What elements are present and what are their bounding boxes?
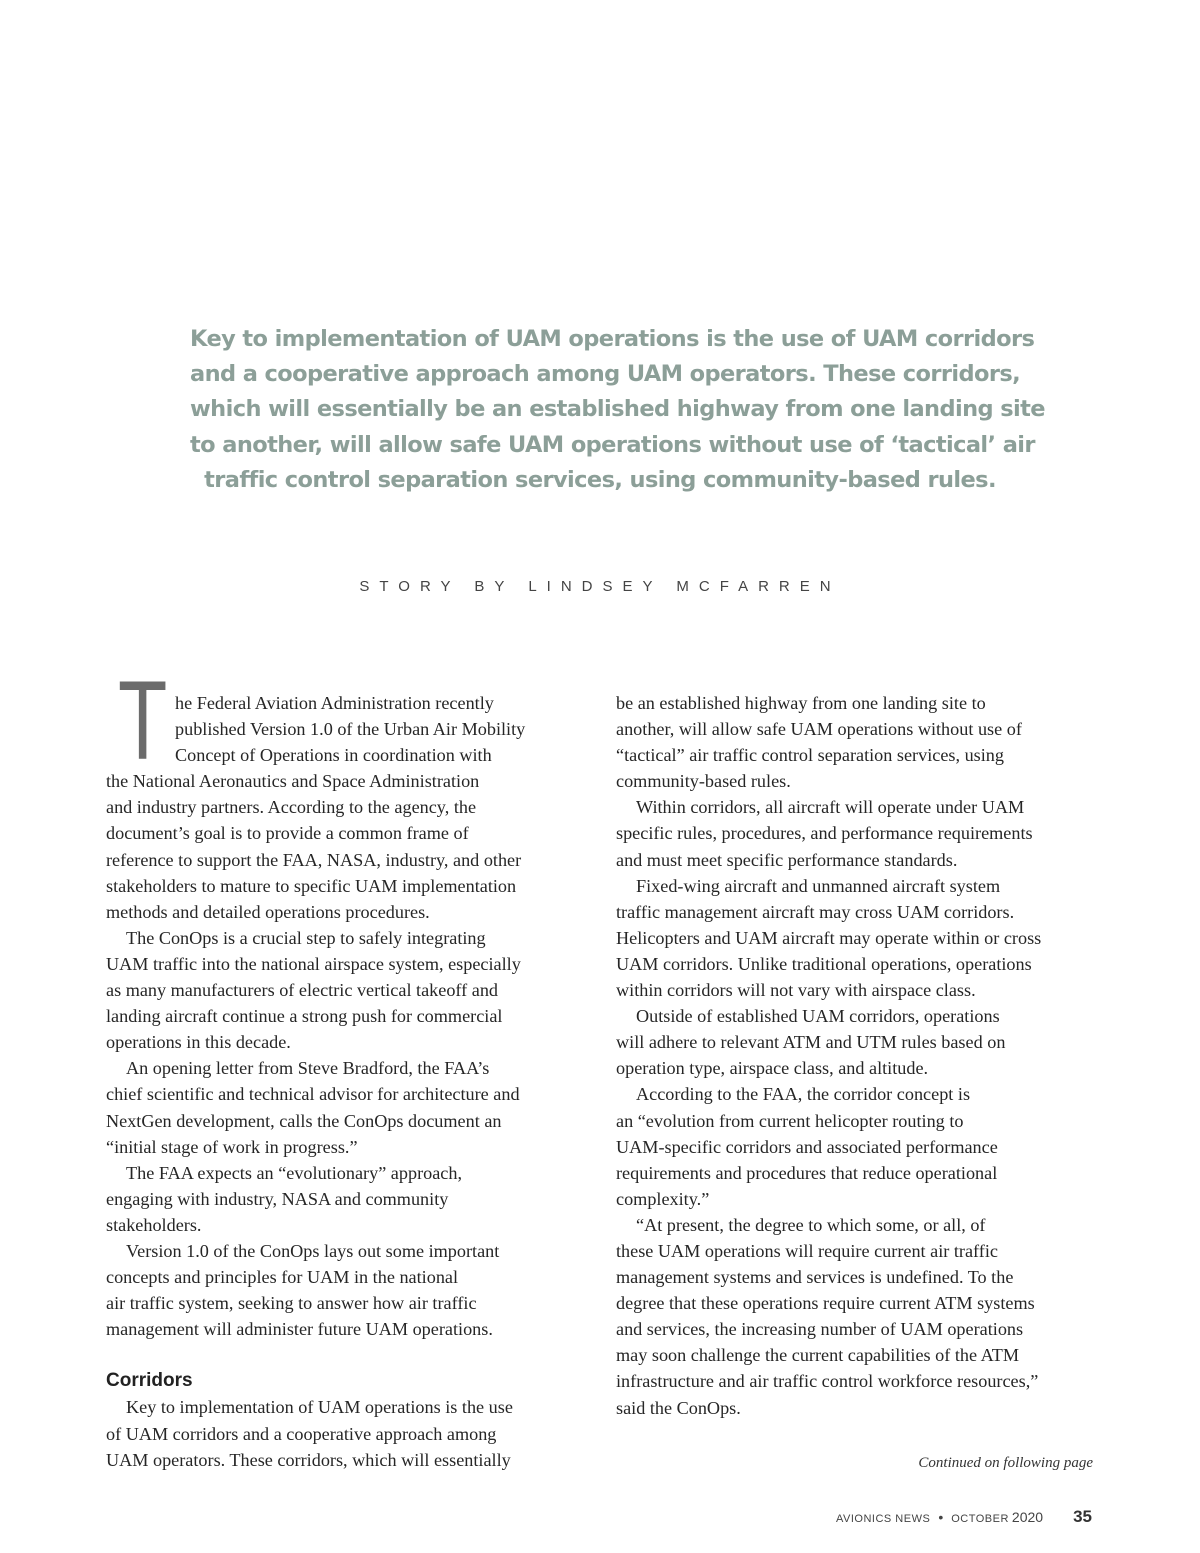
body-line: community-based rules. <box>616 771 791 792</box>
body-line: stakeholders to mature to specific UAM implementation <box>106 875 517 896</box>
body-line: methods and detailed operations procedures. <box>106 901 430 922</box>
body-line: “tactical” air traffic control separation services, using <box>616 745 1004 766</box>
body-line: infrastructure and air traffic control workforce resources,” <box>616 1371 1039 1392</box>
body-line: UAM-specific corridors and associated performance <box>616 1136 998 1157</box>
body-line: and must meet specific performance standards. <box>616 849 958 870</box>
publication-name: AVIONICS NEWS <box>836 1513 931 1525</box>
pull-quote-line: which will essentially be an established highway from one landing site <box>190 396 1045 423</box>
body-line: UAM corridors. Unlike traditional operations, operations <box>616 953 1032 974</box>
body-line: be an established highway from one landing site to <box>616 693 986 713</box>
pull-quote <box>190 322 1045 498</box>
byline: STORY BY LINDSEY MCFARREN <box>359 578 841 595</box>
issue-month: OCTOBER <box>951 1513 1009 1525</box>
body-line: another, will allow safe UAM operations without use of <box>616 719 1022 740</box>
pull-quote-line: and a cooperative approach among UAM operators. These corridors, <box>190 361 1021 388</box>
body-line: concepts and principles for UAM in the national <box>106 1267 459 1288</box>
body-line: management will administer future UAM operations. <box>106 1319 493 1340</box>
body-line: Outside of established UAM corridors, operations <box>636 1006 1000 1027</box>
body-line: Fixed-wing aircraft and unmanned aircraft system <box>636 875 1001 896</box>
body-line: Helicopters and UAM aircraft may operate within or cross <box>616 927 1042 948</box>
body-line: and services, the increasing number of UAM operations <box>616 1319 1024 1340</box>
body-line: UAM operators. These corridors, which will essentially <box>106 1449 511 1470</box>
body-line: within corridors will not vary with airspace class. <box>616 980 976 1001</box>
body-line: will adhere to relevant ATM and UTM rules based on <box>616 1032 1006 1053</box>
body-line: Within corridors, all aircraft will operate under UAM <box>636 797 1025 818</box>
body-line: stakeholders. <box>106 1214 202 1235</box>
drop-cap: T <box>118 658 168 783</box>
body-line: operations in this decade. <box>106 1032 291 1053</box>
body-line: degree that these operations require current ATM systems <box>616 1293 1035 1314</box>
body-line: air traffic system, seeking to answer how air traffic <box>106 1293 477 1314</box>
body-line: According to the FAA, the corridor concept is <box>636 1084 971 1105</box>
body-line: complexity.” <box>616 1188 710 1209</box>
body-line: UAM traffic into the national airspace system, especially <box>106 953 521 974</box>
body-line: said the ConOps. <box>616 1397 741 1418</box>
article-column-left <box>106 690 586 1473</box>
body-line: An opening letter from Steve Bradford, the FAA’s <box>126 1058 490 1079</box>
footer-separator: • <box>938 1509 944 1525</box>
article-column-right <box>616 690 1106 1421</box>
body-line: traffic management aircraft may cross UAM corridors. <box>616 901 1015 922</box>
body-line: NextGen development, calls the ConOps document an <box>106 1110 502 1131</box>
body-line: and industry partners. According to the agency, the <box>106 797 477 818</box>
page-footer <box>836 1507 1092 1527</box>
body-line: reference to support the FAA, NASA, industry, and other <box>106 849 522 870</box>
issue-year: 2020 <box>1011 1509 1044 1525</box>
pull-quote-line: Key to implementation of UAM operations is the use of UAM corridors <box>190 326 1035 352</box>
body-line: document’s goal is to provide a common frame of <box>106 823 469 844</box>
body-line: of UAM corridors and a cooperative approach among <box>106 1423 497 1444</box>
body-line: operation type, airspace class, and altitude. <box>616 1058 929 1079</box>
body-line: requirements and procedures that reduce operational <box>616 1162 998 1183</box>
body-line: specific rules, procedures, and performance requirements <box>616 823 1033 844</box>
body-line: management systems and services is undefined. To the <box>616 1267 1014 1288</box>
body-line: Version 1.0 of the ConOps lays out some important <box>126 1240 500 1261</box>
body-line: may soon challenge the current capabilities of the ATM <box>616 1345 1020 1366</box>
body-line: published Version 1.0 of the Urban Air Mobility <box>175 719 526 740</box>
body-line: Key to implementation of UAM operations is the use <box>126 1397 513 1418</box>
section-heading: Corridors <box>106 1370 193 1392</box>
body-line: The FAA expects an “evolutionary” approach, <box>126 1162 463 1183</box>
body-line: as many manufacturers of electric vertical takeoff and <box>106 980 499 1001</box>
body-line: an “evolution from current helicopter routing to <box>616 1110 964 1131</box>
body-line: chief scientific and technical advisor for architecture and <box>106 1084 520 1105</box>
body-line: landing aircraft continue a strong push for commercial <box>106 1006 503 1027</box>
body-line: “At present, the degree to which some, or all, of <box>636 1214 986 1235</box>
body-line: Concept of Operations in coordination with <box>175 745 492 766</box>
page-number: 35 <box>1073 1507 1092 1526</box>
continued-note: Continued on following page <box>918 1455 1093 1471</box>
body-line: “initial stage of work in progress.” <box>106 1136 358 1157</box>
pull-quote-line: to another, will allow safe UAM operations without use of ‘tactical’ air <box>190 431 1035 458</box>
body-line: he Federal Aviation Administration recently <box>175 693 494 713</box>
pull-quote-line: traffic control separation services, using community-based rules. <box>204 466 996 493</box>
body-line: The ConOps is a crucial step to safely integrating <box>126 927 486 948</box>
body-line: engaging with industry, NASA and community <box>106 1188 449 1209</box>
body-line: the National Aeronautics and Space Administration <box>106 771 480 792</box>
body-line: these UAM operations will require current air traffic <box>616 1240 998 1261</box>
